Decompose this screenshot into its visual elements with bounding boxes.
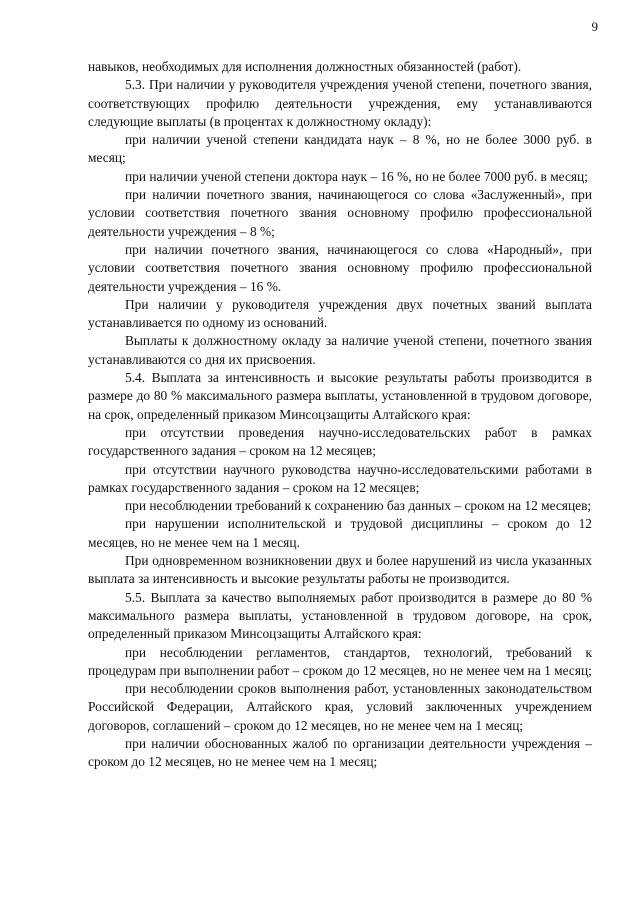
list-item-complaints: при наличии обоснованных жалоб по организации деятельности учреждения – сроком до 12 месяцев, но не менее чем на 1 месяц; bbox=[88, 735, 592, 770]
list-item-regulations: при несоблюдении регламентов, стандартов, технологий, требований к процедурам при выполнении работ – сроком до 12 месяцев, но не менее чем на 1 месяц; bbox=[88, 644, 592, 678]
document-body bbox=[88, 58, 592, 772]
list-item-peoples-title: при наличии почетного звания, начинающегося со слова «Народный», при условии соответствия почетного звания основному профилю профессиональной деятельности учреждения – 16 %. bbox=[88, 241, 592, 294]
list-item-deadlines: при несоблюдении сроков выполнения работ, установленных законодательством Российской Федерации, Алтайского края, условий заключенных учреждением договоров, соглашений – сроком до 12 месяцев, но не менее чем на 1 месяц; bbox=[88, 681, 592, 733]
paragraph-two-titles: При наличии у руководителя учреждения двух почетных званий выплата устанавливается по одному из оснований. bbox=[88, 296, 592, 331]
list-item-databases: при несоблюдении требований к сохранению баз данных – сроком на 12 месяцев; bbox=[125, 498, 592, 514]
paragraph-continuation: навыков, необходимых для исполнения должностных обязанностей (работ). bbox=[88, 59, 522, 74]
list-item-honored-title: при наличии почетного звания, начинающегося со слова «Заслуженный», при условии соответствия почетного звания основному профилю профессиональной деятельности учреждения – 8 %; bbox=[88, 187, 592, 239]
list-item-candidate-degree: при наличии ученой степени кандидата наук – 8 %, но не более 3000 руб. в месяц; bbox=[88, 132, 592, 166]
page-number: 9 bbox=[591, 19, 598, 34]
list-item-doctor-degree: при наличии ученой степени доктора наук – 16 %, но не более 7000 руб. в месяц; bbox=[125, 168, 588, 184]
list-item-no-research: при отсутствии проведения научно-исследовательских работ в рамках государственного задания – сроком на 12 месяцев; bbox=[88, 424, 592, 459]
paragraph-multiple-violations: При одновременном возникновении двух и более нарушений из числа указанных выплата за интенсивность и высокие результаты работы не производится. bbox=[88, 553, 592, 587]
list-item-discipline: при нарушении исполнительской и трудовой дисциплины – сроком до 12 месяцев, но не менее чем на 1 месяц. bbox=[88, 516, 592, 550]
clause-5-4: 5.4. Выплата за интенсивность и высокие результаты работы производится в размере до 80 % максимального размера выплаты, установленной в трудовом договоре, на срок, определенный приказом Минсоцзащиты Алтайского края: bbox=[88, 370, 592, 422]
list-item-no-supervision: при отсутствии научного руководства научно-исследовательскими работами в рамках государственного задания – сроком на 12 месяцев; bbox=[88, 461, 592, 495]
clause-5-5: 5.5. Выплата за качество выполняемых работ производится в размере до 80 % максимального размера выплаты, установленной в трудовом договоре, на срок, определенный приказом Минсоцзащиты Алтайского края: bbox=[88, 589, 592, 642]
paragraph-payment-start: Выплаты к должностному окладу за наличие ученой степени, почетного звания устанавливаются со дня их присвоения. bbox=[88, 333, 592, 367]
clause-5-3: 5.3. При наличии у руководителя учреждения ученой степени, почетного звания, соответствующих профилю деятельности учреждения, ему устанавливаются следующие выплаты (в процентах к должностному окладу): bbox=[88, 77, 592, 129]
